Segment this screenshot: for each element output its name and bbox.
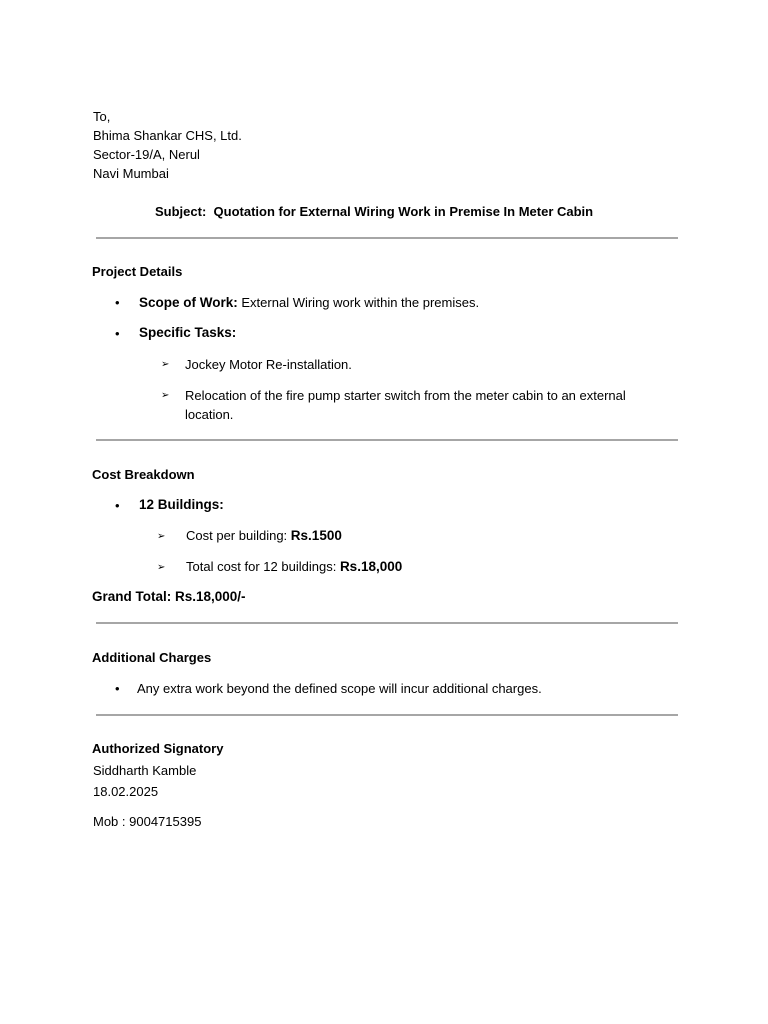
divider (96, 622, 678, 624)
divider (96, 439, 678, 441)
scope-label: Scope of Work: (139, 295, 238, 310)
project-details-heading: Project Details (92, 264, 183, 279)
scope-of-work-item (139, 295, 479, 311)
grand-total: Grand Total: Rs.18,000/- (92, 589, 246, 604)
cost-per-building-value: Rs.1500 (290, 528, 342, 543)
bullet-icon: • (115, 295, 120, 310)
address-line-2: Sector-19/A, Nerul (93, 147, 200, 162)
signatory-date: 18.02.2025 (93, 784, 159, 799)
task-item-continuation: location. (185, 407, 234, 422)
arrow-bullet-icon: ➢ (157, 531, 166, 542)
arrow-bullet-icon: ➢ (157, 562, 166, 573)
total-cost-value: Rs.18,000 (339, 559, 403, 574)
additional-charges-note: Any extra work beyond the defined scope will incur additional charges. (137, 681, 542, 696)
scope-text: External Wiring work within the premises. (241, 295, 480, 310)
signatory-name: Siddharth Kamble (93, 763, 197, 778)
task-item: Relocation of the fire pump starter switch from the meter cabin to an external (185, 388, 626, 403)
address-line-3: Navi Mumbai (93, 166, 169, 181)
buildings-group-label: 12 Buildings: (139, 497, 224, 512)
total-cost-label: Total cost for 12 buildings: (186, 559, 337, 574)
total-cost-item (186, 559, 402, 575)
subject-label: Subject: (155, 204, 207, 219)
arrow-bullet-icon: ➢ (161, 390, 170, 401)
cost-per-building-label: Cost per building: (186, 528, 288, 543)
authorized-signatory-heading: Authorized Signatory (92, 741, 224, 756)
signatory-mobile: Mob : 9004715395 (93, 814, 202, 829)
divider (96, 714, 678, 716)
arrow-bullet-icon: ➢ (161, 359, 170, 370)
divider (96, 237, 678, 239)
specific-tasks-label: Specific Tasks: (139, 325, 237, 340)
subject-line (155, 204, 593, 220)
task-item: Jockey Motor Re-installation. (185, 357, 352, 372)
cost-per-building-item (186, 528, 342, 544)
bullet-icon: • (115, 681, 120, 696)
bullet-icon: • (115, 498, 120, 513)
subject-text: Quotation for External Wiring Work in Premise In Meter Cabin (213, 204, 594, 219)
address-line-1: Bhima Shankar CHS, Ltd. (93, 128, 242, 143)
bullet-icon: • (115, 326, 120, 341)
address-salutation: To, (93, 109, 111, 124)
additional-charges-heading: Additional Charges (92, 650, 212, 665)
cost-breakdown-heading: Cost Breakdown (92, 467, 195, 482)
